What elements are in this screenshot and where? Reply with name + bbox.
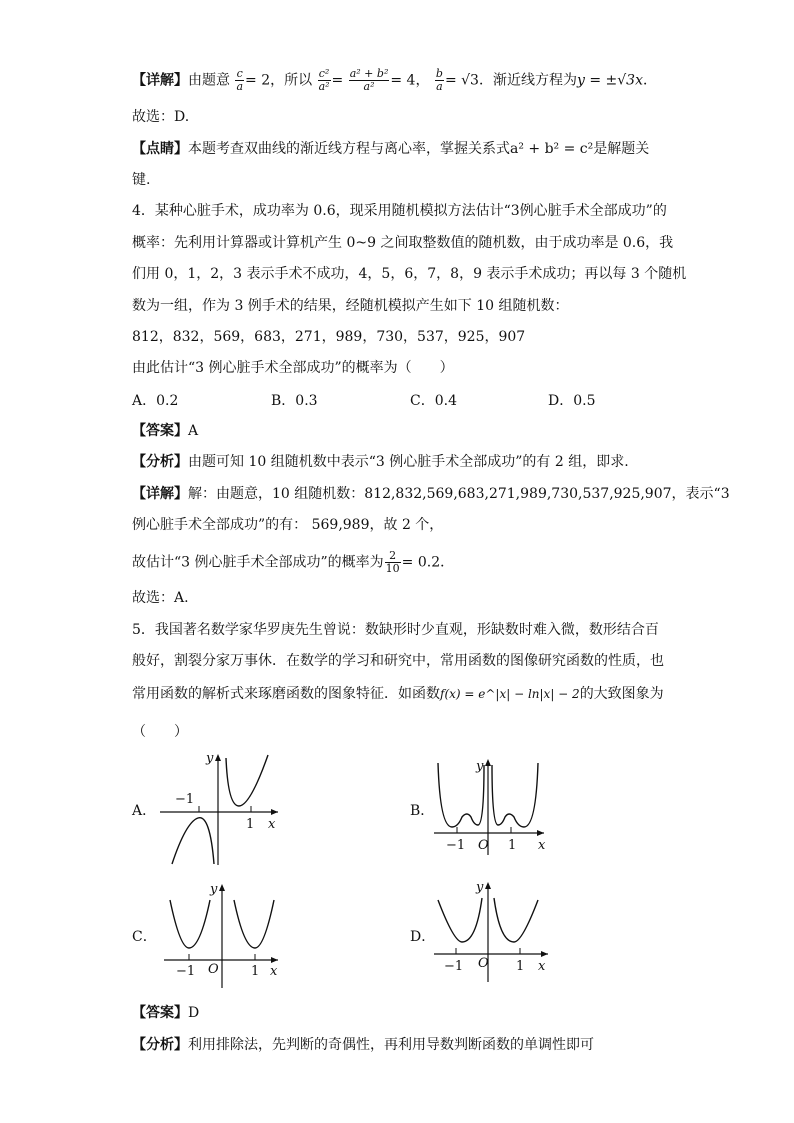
answer-tag: 【答案】 xyxy=(132,423,188,439)
fraction-c-over-a xyxy=(235,68,244,93)
y-label: y xyxy=(476,880,484,895)
q5-analysis xyxy=(132,1035,594,1055)
detail-text: 解：由题意，10 组随机数：812,832,569,683,271,989,730,537,925,907，表示“3 xyxy=(188,486,730,502)
prev-choose: 故选：D. xyxy=(132,109,190,125)
analysis-tag: 【分析】 xyxy=(132,1037,188,1053)
q5-text: 常用函数的解析式来琢磨函数的图象特征．如函数 xyxy=(132,686,440,702)
y-arrow xyxy=(219,884,225,891)
tick-label-pos1: 1 xyxy=(516,959,525,974)
y-label: y xyxy=(206,751,214,766)
x-arrow xyxy=(271,809,278,815)
graph-d xyxy=(430,878,560,988)
x-label: x xyxy=(538,959,546,974)
fraction-2-over-10 xyxy=(385,550,401,575)
frac-num: a² + b² xyxy=(349,67,389,80)
q4-random-numbers: 812，832，569，683，271，989，730，537，925，907 xyxy=(132,329,526,345)
q4-detail-line1 xyxy=(132,484,730,504)
y-label: y xyxy=(210,882,218,897)
tick-label-neg1: −1 xyxy=(446,838,466,853)
curve-left xyxy=(172,818,214,864)
frac-den: a² xyxy=(363,80,375,93)
graph-label-d: D． xyxy=(410,929,436,945)
q4-question: 由此估计“3 例心脏手术全部成功”的概率为（ ） xyxy=(132,360,454,376)
detail-text: = 0.2． xyxy=(401,554,455,571)
comment-text: 本题考查双曲线的渐近线方程与离心率，掌握关系式a² + b² = c²是解题关 xyxy=(188,141,650,157)
prev-comment-line2: 键. xyxy=(132,172,151,188)
frac-num: c xyxy=(236,67,243,80)
y-arrow xyxy=(485,759,491,766)
frac-num: c² xyxy=(318,67,330,80)
answer-tag: 【答案】 xyxy=(132,1005,188,1021)
graph-a xyxy=(160,750,290,870)
frac-den: a² xyxy=(318,80,330,93)
graph-c xyxy=(160,880,290,990)
curve-right xyxy=(234,900,274,948)
x-label: x xyxy=(268,817,276,832)
curve-right xyxy=(494,898,538,942)
fraction-c2-over-a2 xyxy=(318,68,331,93)
tick-label-pos1: 1 xyxy=(508,838,517,853)
fraction-a2b2-over-a2 xyxy=(349,68,390,93)
answer-value: A xyxy=(188,423,199,439)
answer-value: D xyxy=(188,1005,200,1021)
curve-right xyxy=(492,763,538,827)
q5-line2: 般好，割裂分家万事休．在数学的学习和研究中，常用函数的图像研究函数的性质，也 xyxy=(132,653,664,669)
graph-label-a: A． xyxy=(132,803,157,819)
q4-choose: 故选：A. xyxy=(132,590,189,606)
frac-den: 10 xyxy=(385,562,400,575)
analysis-tag: 【分析】 xyxy=(132,454,188,470)
x-arrow xyxy=(541,951,548,957)
y-arrow xyxy=(485,882,491,889)
q4-line1: 4．某种心脏手术，成功率为 0.6，现采用随机模拟方法估计“3例心脏手术全部成功”的 xyxy=(132,203,667,219)
frac-num: b xyxy=(435,67,443,80)
asymptote-equation: y = ±√3x xyxy=(576,72,643,89)
x-arrow xyxy=(537,830,544,836)
q5-text: 的大致图象为 xyxy=(579,686,664,702)
q4-line4: 数为一组，作为 3 例手术的结果，经随机模拟产生如下 10 组随机数： xyxy=(132,298,569,314)
q5-line3 xyxy=(132,684,664,704)
fraction-b-over-a xyxy=(435,68,444,93)
detail-text: 故估计“3 例心脏手术全部成功”的概率为 xyxy=(132,554,384,571)
prev-comment-line1 xyxy=(132,139,649,159)
q4-option-b: B．0.3 xyxy=(271,393,318,409)
curve-left xyxy=(170,900,210,948)
q4-detail-line3 xyxy=(132,550,454,575)
tick-label-neg1: −1 xyxy=(176,964,196,979)
detail-text: = √3．渐近线方程为 xyxy=(444,72,577,89)
q5-paren: （ ） xyxy=(132,724,188,740)
q4-option-a: A．0.2 xyxy=(132,393,179,409)
q4-line3: 们用 0，1，2，3 表示手术不成功，4，5，6，7，8，9 表示手术成功；再以每 3 个随机 xyxy=(132,266,687,282)
q5-line1: 5．我国著名数学家华罗庚先生曾说：数缺形时少直观，形缺数时难入微，数形结合百 xyxy=(132,622,659,638)
q4-option-d: D．0.5 xyxy=(548,393,596,409)
tick-label-pos1: 1 xyxy=(246,817,255,832)
origin-label: O xyxy=(208,962,219,977)
function-expression: f(x) = e^|x| − ln|x| − 2 xyxy=(440,687,580,701)
comment-tag: 【点睛】 xyxy=(132,141,188,157)
q4-answer xyxy=(132,421,198,441)
x-label: x xyxy=(270,964,278,979)
y-label: y xyxy=(476,759,484,774)
q4-analysis xyxy=(132,452,629,472)
q5-answer xyxy=(132,1003,199,1023)
detail-tag: 【详解】 xyxy=(132,72,188,89)
curve-left xyxy=(438,898,482,942)
analysis-text: 利用排除法，先判断的奇偶性，再利用导数判断函数的单调性即可 xyxy=(188,1037,594,1053)
detail-text: 由题意 xyxy=(188,72,230,89)
detail-tag: 【详解】 xyxy=(132,486,188,502)
frac-den: a xyxy=(436,80,443,93)
graph-label-c: C． xyxy=(132,929,157,945)
x-label: x xyxy=(538,838,546,853)
x-arrow xyxy=(271,957,278,963)
curve-right xyxy=(226,755,268,806)
detail-text: = 4， xyxy=(390,72,430,89)
prev-detail-line xyxy=(132,68,657,93)
origin-label: O xyxy=(478,956,489,971)
tick-label-neg1: −1 xyxy=(175,792,195,807)
detail-text: = 2，所以 xyxy=(245,72,313,89)
graph-b xyxy=(430,755,560,860)
tick-label-neg1: −1 xyxy=(444,959,464,974)
frac-den: a xyxy=(236,80,244,93)
origin-label: O xyxy=(478,838,489,853)
analysis-text: 由题可知 10 组随机数中表示“3 例心脏手术全部成功”的有 2 组，即求. xyxy=(188,454,629,470)
detail-text: = xyxy=(331,72,344,89)
tick-label-pos1: 1 xyxy=(251,964,260,979)
q4-line2: 概率：先利用计算器或计算机产生 0~9 之间取整数值的随机数，由于成功率是 0.6，我 xyxy=(132,235,674,251)
detail-text: ． xyxy=(642,72,657,89)
frac-num: 2 xyxy=(385,550,401,563)
q4-detail-line2: 例心脏手术全部成功”的有： 569,989，故 2 个， xyxy=(132,517,444,533)
y-arrow xyxy=(215,754,221,761)
graph-label-b: B． xyxy=(410,803,435,819)
q4-option-c: C．0.4 xyxy=(410,393,457,409)
